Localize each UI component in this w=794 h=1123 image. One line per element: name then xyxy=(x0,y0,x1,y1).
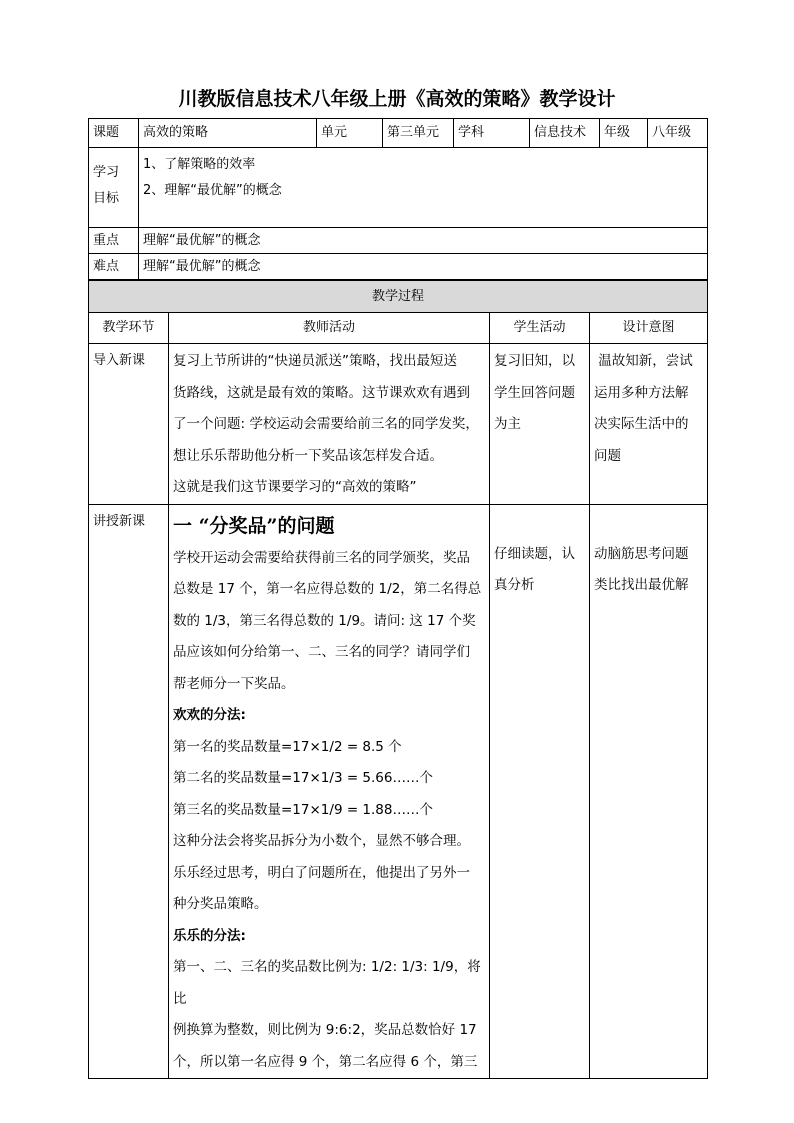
topic-value: 高效的策略 xyxy=(139,119,317,148)
text-line: 复习旧知，以 xyxy=(494,353,575,369)
student-intro xyxy=(490,344,590,505)
text-line: 类比找出最优解 xyxy=(594,577,689,593)
text-line: 种分奖品策略。 xyxy=(173,896,268,912)
stage-intro-label: 导入新课 xyxy=(93,353,146,368)
grade-value: 八年级 xyxy=(648,119,708,148)
intent-new xyxy=(590,504,708,1079)
label-grade: 年级 xyxy=(600,119,648,148)
text-line: 学校开运动会需要给获得前三名的同学颁奖，奖品 xyxy=(173,549,470,566)
difficult-value: 理解“最优解”的概念 xyxy=(139,254,708,280)
text-line: 问题 xyxy=(594,447,621,464)
text-line: 仔细读题，认 xyxy=(494,545,575,562)
text-line: 总数是 17 个，第一名应得总数的 1/2，第二名得总 xyxy=(173,581,482,597)
huanhuan-title: 欢欢的分法: xyxy=(173,707,246,723)
label-goals xyxy=(89,148,139,228)
subject-value: 信息技术 xyxy=(530,119,600,148)
text-line: 这就是我们这节课要学习的“高效的策略” xyxy=(173,479,417,495)
text-line: 动脑筋思考问题 xyxy=(594,545,689,562)
text-line: 决实际生活中的 xyxy=(594,416,689,432)
text-line: 货路线，这就是最有效的策略。这节课欢欢有遇到 xyxy=(173,384,470,401)
col-student-header: 学生活动 xyxy=(490,313,590,344)
text-line: 运用多种方法解 xyxy=(594,384,689,401)
text-line: 乐乐经过思考，明白了问题所在，他提出了另外一 xyxy=(173,864,470,881)
text-line: 第三名的奖品数量=17×1/9 = 1.88……个 xyxy=(173,801,433,818)
stage-new xyxy=(89,504,169,1079)
text-line: 例换算为整数，则比例为 9:6:2，奖品总数恰好 17 xyxy=(173,1022,477,1038)
text-line: 真分析 xyxy=(494,577,535,593)
process-table xyxy=(88,280,708,1079)
stage-intro xyxy=(89,344,169,505)
text-line: 第一名的奖品数量=17×1/2 = 8.5 个 xyxy=(173,738,402,755)
label-key: 重点 xyxy=(89,228,139,254)
col-intent-header: 设计意图 xyxy=(590,313,708,344)
label-topic: 课题 xyxy=(89,119,139,148)
goal-item: 2、理解“最优解”的概念 xyxy=(143,183,282,198)
text-line: 为主 xyxy=(494,416,521,432)
key-value: 理解“最优解”的概念 xyxy=(139,228,708,254)
text-line: 数的 1/3，第三名得总数的 1/9。请问: 这 17 个奖 xyxy=(173,612,476,629)
label-subject: 学科 xyxy=(454,119,530,148)
text-line: 温故知新，尝试 xyxy=(594,353,693,369)
text-line: 学生回答问题 xyxy=(494,384,575,401)
text-line: 复习上节所讲的“快递员派送”策略，找出最短送 xyxy=(173,353,457,369)
teacher-intro xyxy=(169,344,490,505)
label-unit: 单元 xyxy=(317,119,383,148)
text-line: 这种分法会将奖品拆分为小数个，显然不够合理。 xyxy=(173,833,470,849)
goals-cell xyxy=(139,148,708,228)
col-teacher-header: 教师活动 xyxy=(169,313,490,344)
teacher-new xyxy=(169,504,490,1079)
text-line: 想让乐乐帮助他分析一下奖品该怎样发合适。 xyxy=(173,447,443,464)
text-line: 第一、二、三名的奖品数比例为: 1/2: 1/3: 1/9，将比 xyxy=(173,959,481,1007)
student-new xyxy=(490,504,590,1079)
intent-intro xyxy=(590,344,708,505)
lele-title: 乐乐的分法: xyxy=(173,927,246,944)
document-title: 川教版信息技术八年级上册《高效的策略》教学设计 xyxy=(178,88,616,110)
text-line: 帮老师分一下奖品。 xyxy=(173,675,295,692)
text-line: 品应该如何分给第一、二、三名的同学？请同学们 xyxy=(173,644,470,660)
info-table xyxy=(88,118,708,280)
label-goals-line-1: 学习 xyxy=(93,165,120,180)
goal-item: 1、了解策略的效率 xyxy=(143,157,256,172)
text-line: 个，所以第一名应得 9 个，第二名应得 6 个，第三 xyxy=(173,1053,478,1070)
label-difficult: 难点 xyxy=(89,254,139,280)
text-line: 第二名的奖品数量=17×1/3 = 5.66……个 xyxy=(173,770,433,786)
stage-new-label: 讲授新课 xyxy=(93,513,146,529)
text-line: 了一个问题: 学校运动会需要给前三名的同学发奖， xyxy=(173,416,479,432)
label-goals-line-2: 目标 xyxy=(93,191,120,206)
section-heading: 一 “分奖品”的问题 xyxy=(173,514,335,537)
process-header: 教学过程 xyxy=(89,281,708,313)
col-stage-header: 教学环节 xyxy=(89,313,169,344)
unit-value: 第三单元 xyxy=(383,119,454,148)
